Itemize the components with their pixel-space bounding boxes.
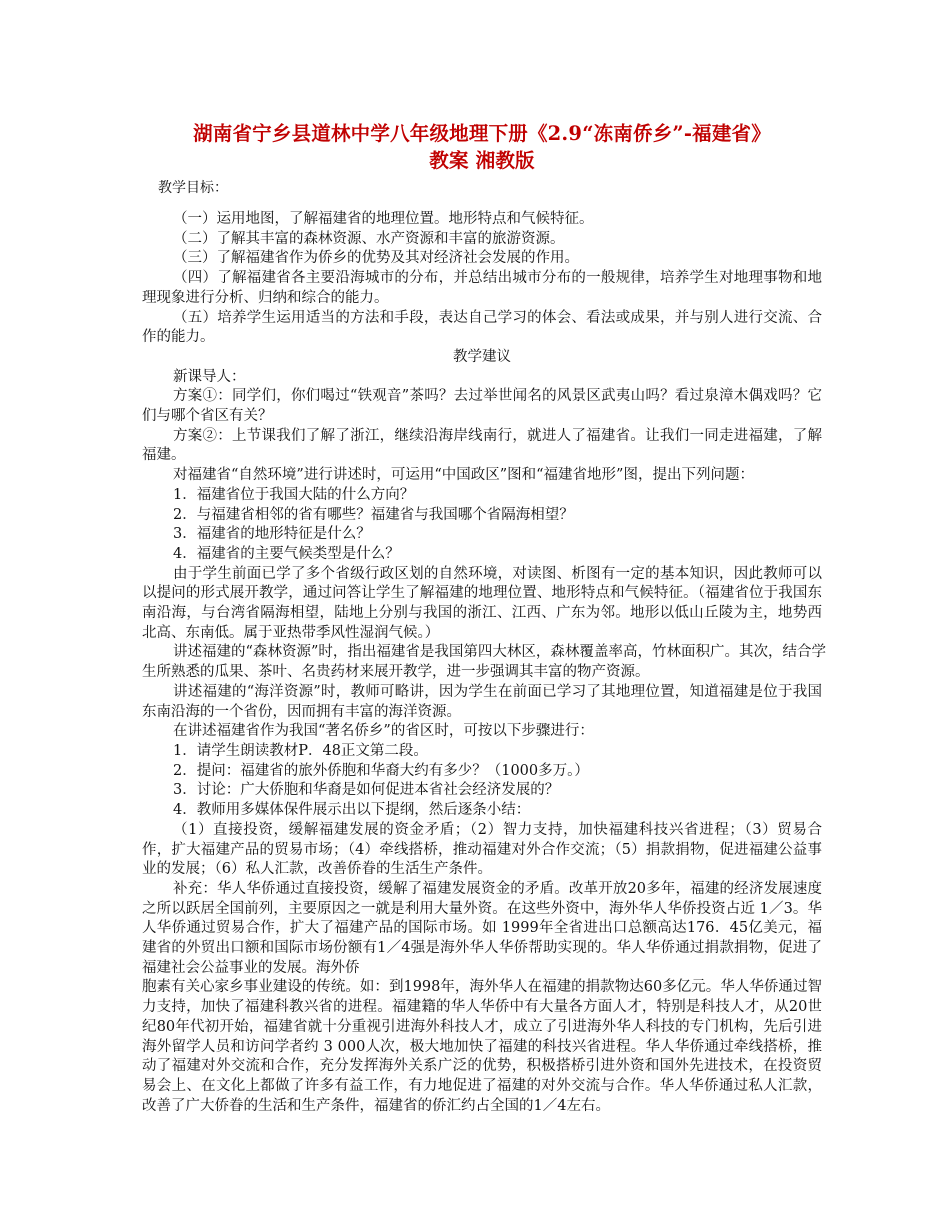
step-item: 3．讨论：广大侨胞和华裔是如何促进本省社会经济发展的？	[173, 782, 560, 799]
question-item: 4．福建省的主要气候类型是什么？	[173, 545, 400, 562]
objective-item: （三）了解福建省作为侨乡的优势及其对经济社会发展的作用。	[173, 250, 579, 267]
paragraph: 方案②：上节课我们了解了浙江，继续沿海岸线南行，就进人了福建省。让我们一同走进福建，了解福建。	[142, 427, 822, 464]
document-page	[142, 120, 826, 1116]
supplement-part-2: 胞素有关心家乡事业建设的传统。如：到1998年，海外华人在福建的捐款物达60多亿元。华人华侨通过智力支持，加快了福建科教兴省的进程。福建籍的华人华侨中有大量各方面人才，特别是科技人才，从20世纪80年代初开始，福建省就十分重视引进海外科技人才，成立了引进海外华人科技的专门机构，先后引进海外留学人员和访问学者约 3 000人次，极大地加快了福建的科技兴省进程。华人华侨通过牵线搭桥，推动了福建对外交流和合作，充分发挥海外关系广泛的优势，积极搭桥引进外资和国外先进技术，在投资贸易会上、在文化上都做了许多有益工作，有力地促进了福建的对外交流与合作。华人华侨通过私人汇款，改善了广大侨眷的生活和生产条件，福建省的侨汇约占全国的1／4左右。	[142, 979, 822, 1114]
paragraph: 由于学生前面已学了多个省级行政区划的自然环境，对读图、析图有一定的基本知识，因此教师可以以提问的形式展开教学，通过问答让学生了解福建的地理位置、地形特点和气候特征。（福建省位于我国东南沿海，与台湾省隔海相望，陆地上分别与我国的浙江、江西、广东为邻。地形以低山丘陵为主，地势西北高、东南低。属于亚热带季风性湿润气候。）	[142, 565, 822, 641]
step-item: 2．提问：福建省的旅外侨胞和华裔大约有多少？（1000多万。）	[173, 762, 589, 779]
document-title-line-1: 湖南省宁乡县道林中学八年级地理下册《2.9“冻南侨乡”-福建省》	[193, 122, 771, 145]
paragraph: 讲述福建的“海洋资源”时，教师可略讲，因为学生在前面已学习了其地理位置，知道福建是位于我国东南沿海的一个省份，因而拥有丰富的海洋资源。	[142, 683, 822, 720]
step-item: 4．教师用多媒体保件展示出以下提纲，然后逐条小结：	[173, 802, 531, 819]
paragraph: 讲述福建的“森林资源”时，指出福建省是我国第四大林区，森林覆盖率高，竹林面积广。其次，结合学生所熟悉的瓜果、茶叶、名贵药材来展开教学，进一步强调其丰富的物产资源。	[142, 644, 826, 681]
step-item: 1．请学生朗读教材P．48正文第二段。	[173, 742, 428, 759]
objective-item: （四）了解福建省各主要沿海城市的分布，并总结出城市分布的一般规律，培养学生对地理事物和地理现象进行分析、归纳和综合的能力。	[142, 270, 822, 306]
document-title-line-2: 教案 湘教版	[429, 149, 535, 172]
summary-outline: （1）直接投资，缓解福建发展的资金矛盾；（2）智力支持，加快福建科技兴省进程；（3）贸易合作，扩大福建产品的贸易市场；（4）牵线搭桥，推动福建对外合作交流；（5）捐款捐物，促进福建公益事业的发展；（6）私人汇款，改善侨眷的生活生产条件。	[142, 821, 822, 878]
objectives-label: 教学目标：	[158, 180, 228, 196]
objective-item: （五）培养学生运用适当的方法和手段，表达自己学习的体会、看法或成果，并与别人进行交流、合作的能力。	[142, 309, 822, 346]
paragraph: 在讲述福建省作为我国“著名侨乡”的省区时，可按以下步骤进行：	[173, 723, 594, 740]
question-item: 2．与福建省相邻的省有哪些？福建省与我国哪个省隔海相望？	[173, 506, 574, 523]
paragraph: 方案①：同学们，你们喝过“铁观音”茶吗？去过举世闻名的风景区武夷山吗？看过泉漳木偶戏吗？它们与哪个省区有关？	[142, 388, 822, 425]
paragraph: 新课导人：	[173, 368, 246, 385]
question-item: 1．福建省位于我国大陆的什么方向？	[173, 486, 415, 503]
supplement-part-1: 补充：华人华侨通过直接投资，缓解了福建发展资金的矛盾。改革开放20多年，福建的经济发展速度之所以跃居全国前列，主要原因之一就是利用大量外资。在这些外资中，海外华人华侨投资占近 1／3。华人华侨通过贸易合作，扩大了福建产品的国际市场。如 1999年全省进出口总额高达176．45亿美元，福建省的外贸出口额和国际市场份额有1／4强是海外华人华侨帮助实现的。华人华侨通过捐款捐物，促进了福建社会公益事业的发展。海外侨	[142, 880, 822, 976]
question-item: 3．福建省的地形特征是什么？	[173, 526, 371, 543]
paragraph: 对福建省“自然环境”进行讲述时，可运用“中国政区”图和“福建省地形”图，提出下列问题：	[173, 467, 754, 484]
objective-item: （一）运用地图，了解福建省的地理位置。地形特点和气候特征。	[173, 211, 594, 227]
objective-item: （二）了解其丰富的森林资源、水产资源和丰富的旅游资源。	[173, 230, 565, 247]
section-heading: 教学建议	[453, 348, 511, 365]
supplement-paragraph	[142, 880, 822, 1116]
